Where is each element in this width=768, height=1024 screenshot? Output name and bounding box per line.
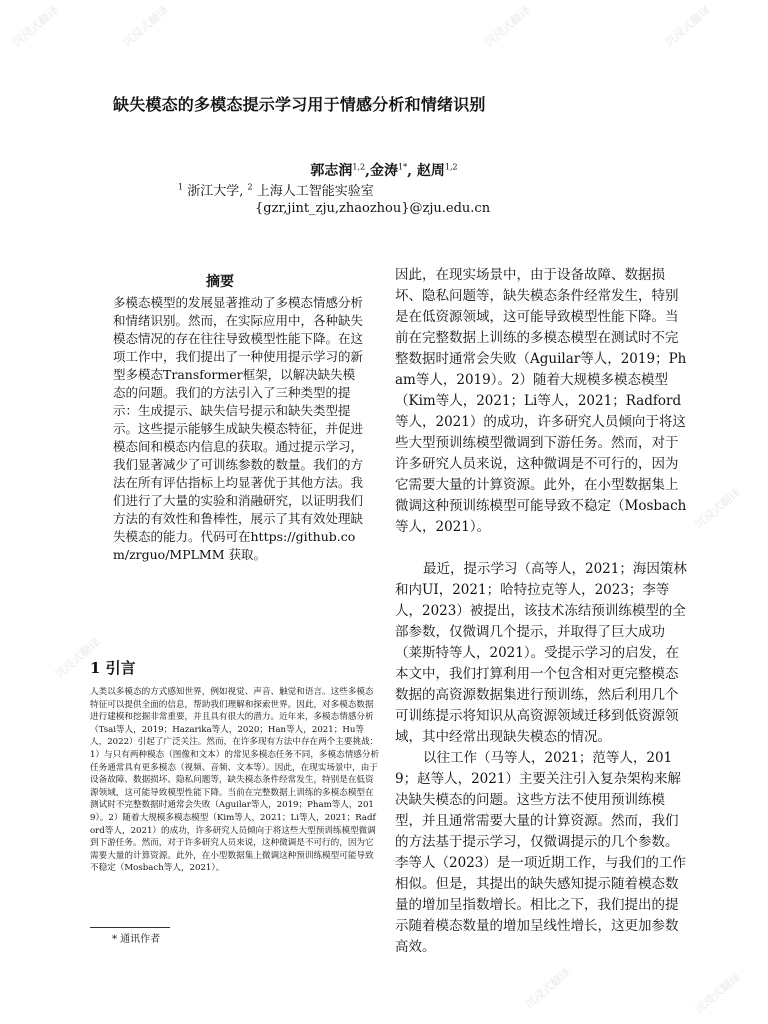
body-paragraph: 最近，提示学习（高等人，2021；海因策林和内UI，2021；哈特拉克等人，2023；李等人，2023）被提出，该技术冻结预训练模型的全部参数，仅微调几个提示，并取得了巨大成功（莱斯特等人，2021）。受提示学习的启发，在本文中，我们打算利用一个包含相对更完整模态数据的高资源数据集进行预训练，然后利用几个可训练提示将知识从高资源领域迁移到低资源领域，其中经常出现缺失模态的情况。 xyxy=(395,561,687,745)
watermark: 沉浸式翻译 xyxy=(482,3,534,50)
affiliation: 浙江大学, xyxy=(183,184,248,199)
watermark: 沉浸式翻译 xyxy=(662,3,714,50)
paper-title: 缺失模态的多模态提示学习用于情感分析和情绪识别 xyxy=(113,95,486,114)
watermark: 沉浸式翻译 xyxy=(10,3,62,50)
author-separator: , xyxy=(407,163,417,179)
affiliations xyxy=(178,180,374,199)
affil-mark: 1 xyxy=(178,182,184,192)
body-paragraph: 以往工作（马等人，2021；范等人，2019；赵等人，2021）主要关注引入复杂架构来解决缺失模态的问题。这些方法不使用预训练模型，并且通常需要大量的计算资源。然而，我们的方法基于提示学习，仅微调提示的几个参数。李等人（2023）是一项近期工作，与我们的工作相似。但是，其提出的缺失感知提示随着模态数量的增加呈指数增长。相比之下，我们提出的提示随着模态数量的增加呈线性增长，这更加参数高效。 xyxy=(395,750,686,955)
watermark: 沉浸式翻译 xyxy=(692,970,744,1017)
affiliation: 上海人工智能实验室 xyxy=(252,184,374,199)
abstract-heading: 摘要 xyxy=(206,274,234,290)
body-paragraph: 因此，在现实场景中，由于设备故障、数据损坏、隐私问题等，缺失模态条件经常发生，特别是在低资源领域，这可能导致模型性能下降。当前在完整数据上训练的多模态模型在测试时不完整数据时通常会失败（Aguilar等人，2019；Pham等人，2019）。2）随着大规模多模态模型（Kim等人，2021；Li等人，2021；Radford等人，2021）的成功，许多研究人员倾向于将这些大型预训练模型微调到下游任务。然而，对于许多研究人员来说，这种微调是不可行的，因为它需要大量的计算资源。此外，在小型数据集上微调这种预训练模型可能导致不稳定（Mosbach等人，2021）。 xyxy=(395,267,687,535)
watermark: 沉浸式翻译 xyxy=(52,635,104,682)
author-affil-mark: 1* xyxy=(398,162,408,172)
author-name: 金涛 xyxy=(370,163,399,179)
author-list xyxy=(0,160,768,180)
author-name: 郭志润 xyxy=(310,163,353,179)
author-name: 赵周 xyxy=(416,163,445,179)
author-affil-mark: 1,2 xyxy=(352,162,366,172)
section-heading: 1 引言 xyxy=(90,659,136,677)
author-separator: , xyxy=(365,163,371,179)
affil-mark: 2 xyxy=(247,182,253,192)
footnote: * 通讯作者 xyxy=(112,934,161,945)
watermark: 沉浸式翻译 xyxy=(522,965,574,1012)
author-affil-mark: 1,2 xyxy=(444,162,458,172)
intro-paragraph: 人类以多模态的方式感知世界，例如视觉、声音、触觉和语言。这些多模态特征可以提供全面的信息，帮助我们理解和探索世界。因此，对多模态数据进行建模和挖掘非常重要，并且具有很大的潜力。近年来，多模态情感分析（Tsai等人，2019；Hazarika等人，2020；Han等人，2021；Hu等人，2022）引起了广泛关注。然而，在许多现有方法中存在两个主要挑战：1）与只有两种模态（图像和文本）的常见多模态任务不同，多模态情感分析任务通常具有更多模态（视频、音频、文本等）。因此，在现实场景中，由于设备故障、数据损坏、隐私问题等，缺失模态条件经常发生，特别是在低资源领域，这可能导致模型性能下降。当前在完整数据上训练的多模态模型在测试时不完整数据时通常会失败（Aguilar等人，2019；Pham等人，2019）。2）随着大规模多模态模型（Kim等人，2021；Li等人，2021；Radford等人，2021）的成功，许多研究人员倾向于将这些大型预训练模型微调到下游任务。然而，对于许多研究人员来说，这种微调是不可行的，因为它需要大量的计算资源。此外，在小型数据集上微调这种预训练模型可能导致不稳定（Mosbach等人，2021）。 xyxy=(90,687,380,874)
right-column xyxy=(395,265,687,958)
footnote-divider xyxy=(90,927,170,928)
author-email: {gzr,jint_zju,zhaozhou}@zju.edu.cn xyxy=(255,201,491,216)
abstract-text: 多模态模型的发展显著推动了多模态情感分析和情绪识别。然而，在实际应用中，各种缺失模态情况的存在往往导致模型性能下降。在这项工作中，我们提出了一种使用提示学习的新型多模态Transformer框架，以解决缺失模态的问题。我们的方法引入了三种类型的提示：生成提示、缺失信号提示和缺失类型提示。这些提示能够生成缺失模态特征，并促进模态间和模态内信息的获取。通过提示学习，我们显著减少了可训练参数的数量。我们的方法在所有评估指标上均显著优于其他方法。我们进行了大量的实验和消融研究，以证明我们方法的有效性和鲁棒性，展示了其有效处理缺失模态的能力。代码可在https://github.com/zrguo/MPLMM 获取。 xyxy=(113,295,364,562)
watermark: 沉浸式翻译 xyxy=(692,485,744,532)
watermark: 沉浸式翻译 xyxy=(120,3,172,50)
